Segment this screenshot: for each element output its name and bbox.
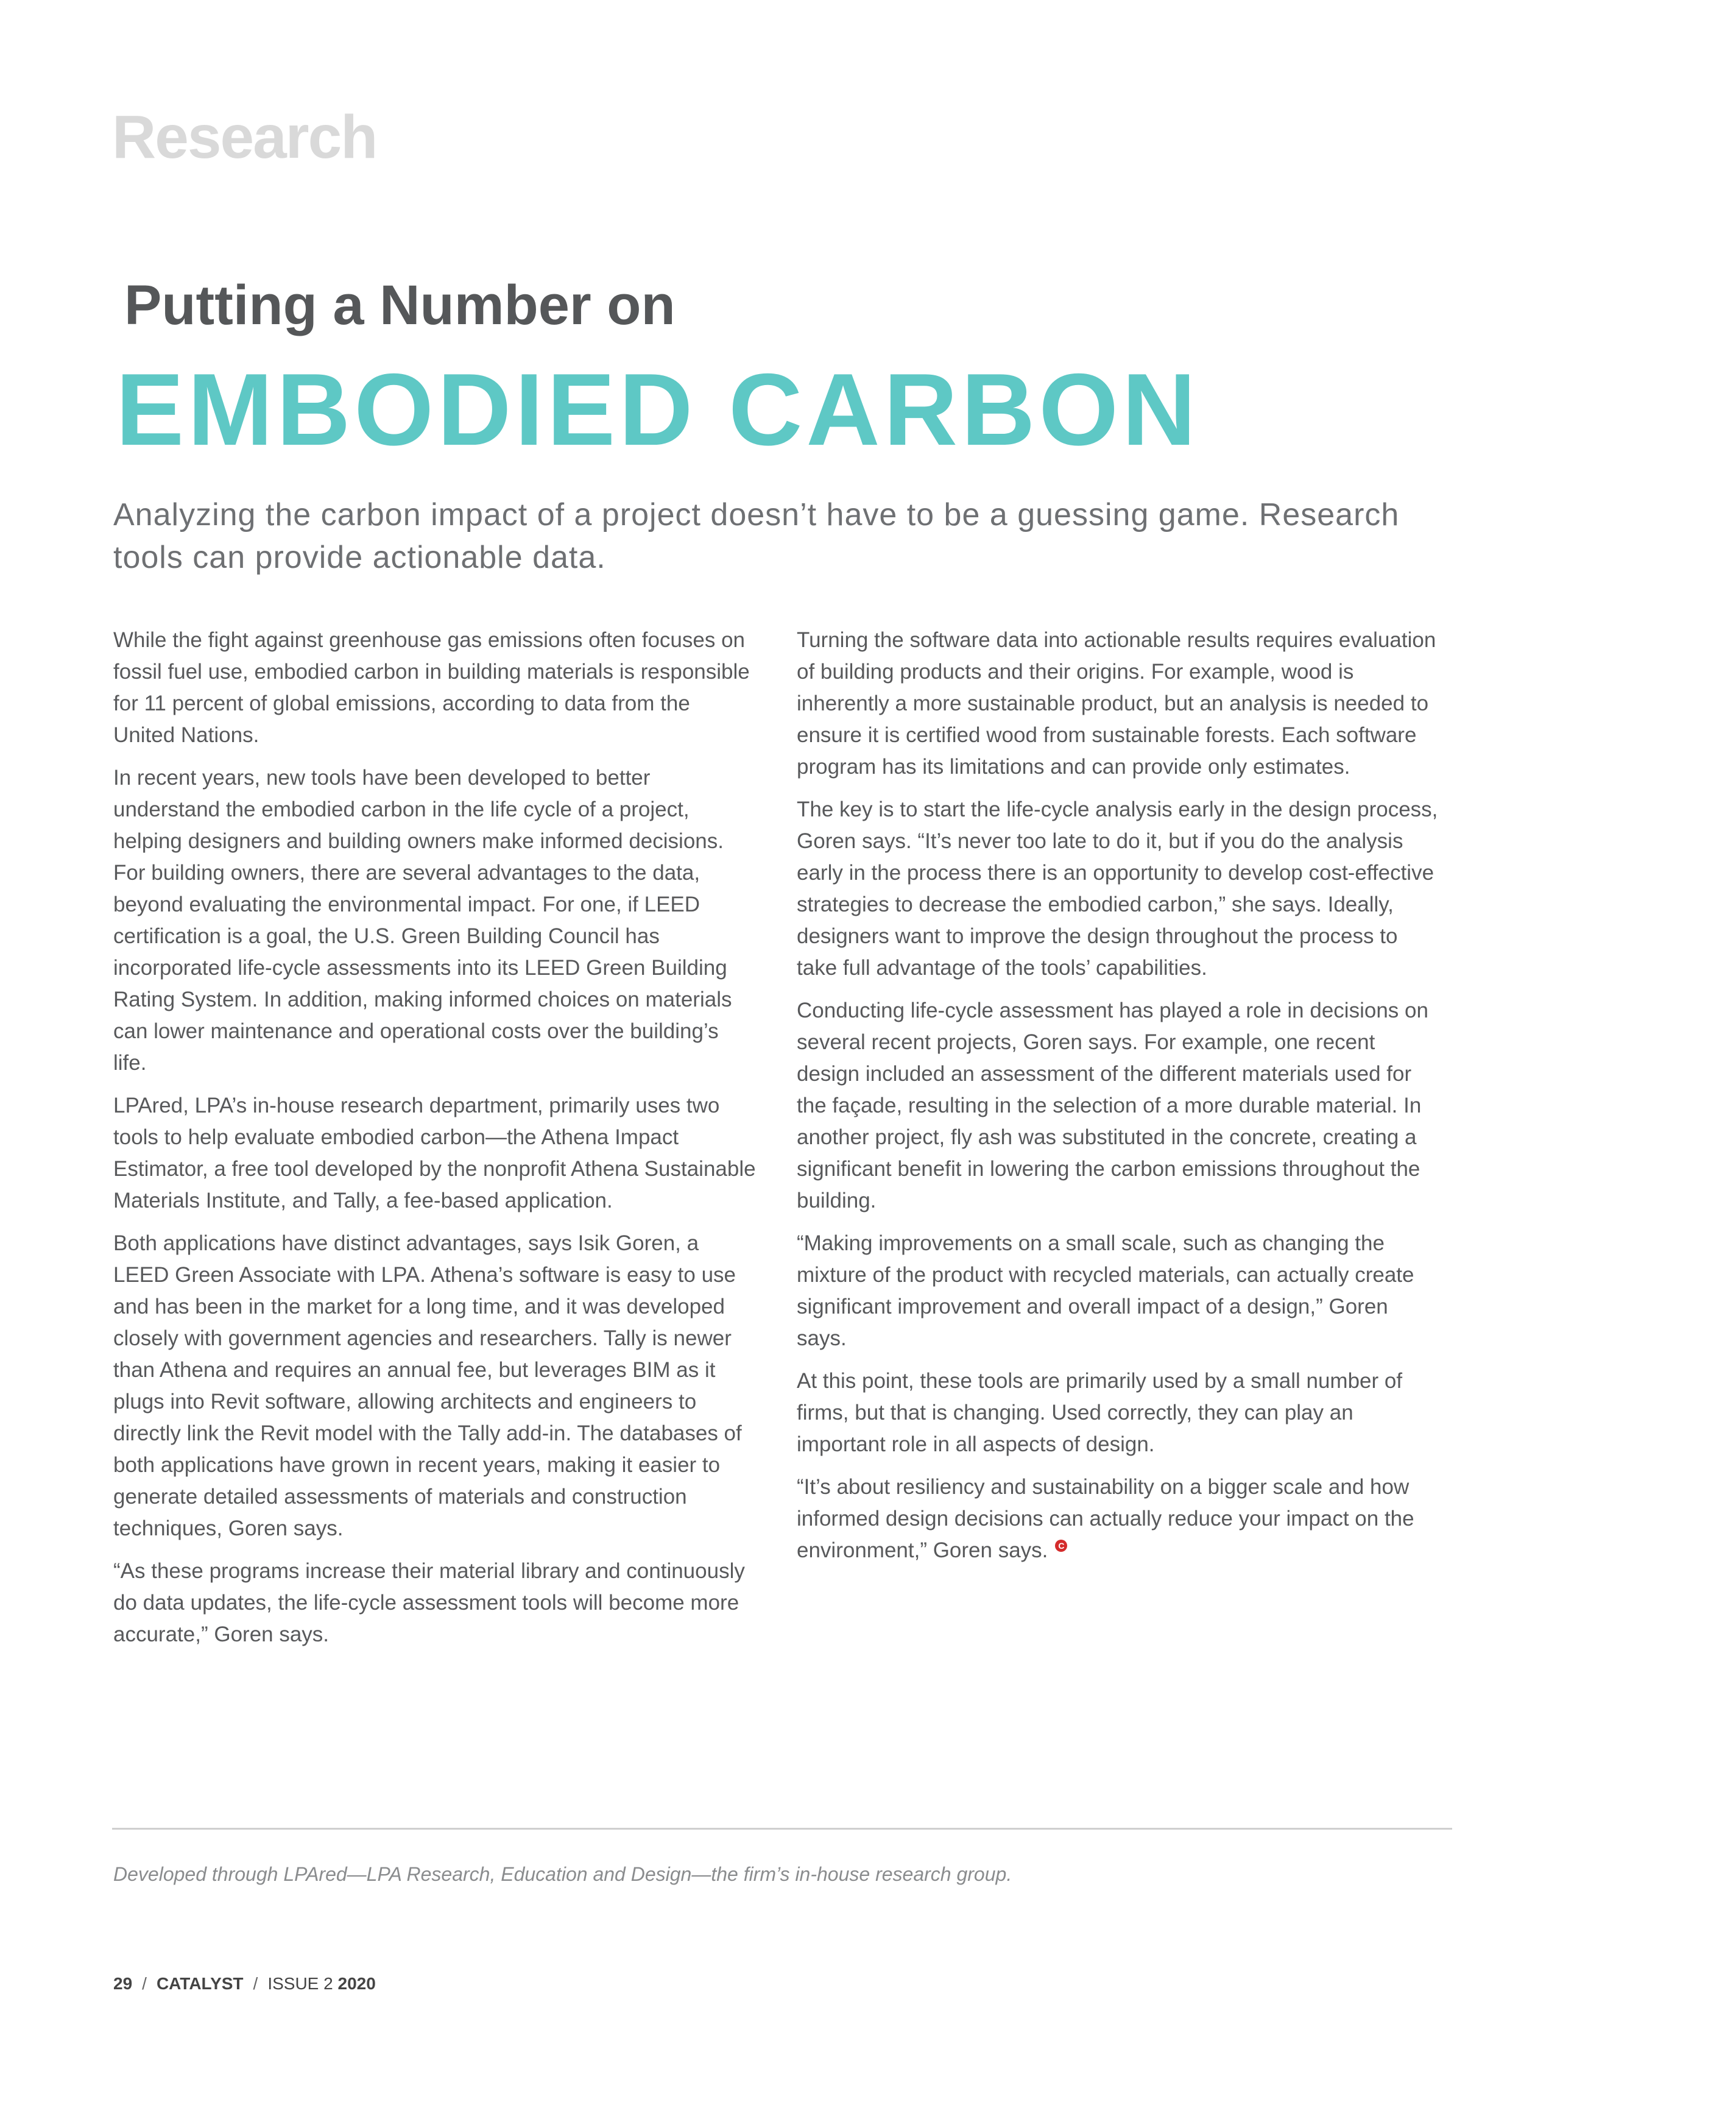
body-paragraph: In recent years, new tools have been developed to better understand the embodied carbon in the life cycle of a project, helping designers and building owners make informed decisions. For building owners, there are several advantages to the data, beyond evaluating the environmental impact. For one, if LEED certification is a goal, the U.S. Green Building Council has incorporated life-cycle assessments into its LEED Green Building Rating System. In addition, making informed choices on materials can lower maintenance and operational costs over the building’s life.: [113, 766, 732, 1075]
body-paragraph: At this point, these tools are primarily used by a small number of firms, but that is changing. Used correctly, they can play an important role in all aspects of design.: [797, 1369, 1403, 1456]
body-paragraph: The key is to start the life-cycle analysis early in the design process, Goren says. “It’s never too late to do it, but if you do the analysis early in the process there is an opportunity to develop cost-effective strategies to decrease the embodied carbon,” she says. Ideally, designers want to improve the design throughout the process to take full advantage of the tools’ capabilities.: [797, 798, 1438, 980]
right-column: [797, 625, 1439, 1577]
article-kicker: Putting a Number on: [124, 274, 676, 336]
issue-year: 2020: [337, 1974, 376, 1993]
page-folio: [113, 1974, 376, 1994]
body-paragraph: Turning the software data into actionable results requires evaluation of building products and their origins. For example, wood is inherently a more sustainable product, but an analysis is needed to ensure it is certified wood from sustainable forests. Each software program has its limitations and can provide only estimates.: [797, 628, 1436, 779]
article-headline: EMBODIED CARBON: [116, 352, 1200, 467]
section-label: Research: [112, 103, 377, 171]
page-number: 29: [113, 1974, 133, 1993]
body-paragraph: Conducting life-cycle assessment has played a role in decisions on several recent projects, Goren says. For example, one recent design included an assessment of the different materials used for the façade, resulting in the selection of a more durable material. In another project, fly ash was substituted in the concrete, creating a significant benefit in lowering the carbon emissions throughout the building.: [797, 999, 1428, 1212]
left-column: [113, 625, 756, 1661]
body-paragraph: LPAred, LPA’s in-house research department, primarily uses two tools to help evaluate embodied carbon—the Athena Impact Estimator, a free tool developed by the nonprofit Athena Sustainable Materials Institute, and Tally, a fee-based application.: [113, 1094, 756, 1212]
body-paragraph: While the fight against greenhouse gas emissions often focuses on fossil fuel use, embodied carbon in building materials is responsible for 11 percent of global emissions, according to data from the United Nations.: [113, 628, 750, 747]
body-paragraph-last: [797, 1471, 1439, 1566]
issue-label: ISSUE 2: [267, 1974, 333, 1993]
footnote: Developed through LPAred—LPA Research, Education and Design—the firm’s in-house research group.: [113, 1863, 1012, 1885]
end-mark-icon: C: [1055, 1540, 1067, 1552]
publication-name: CATALYST: [156, 1974, 244, 1993]
body-paragraph: Both applications have distinct advantages, says Isik Goren, a LEED Green Associate with LPA. Athena’s software is easy to use and has been in the market for a long time, and it was developed closely with government agencies and researchers. Tally is newer than Athena and requires an annual fee, but leverages BIM as it plugs into Revit software, allowing architects and engineers to directly link the Revit model with the Tally add-in. The databases of both applications have grown in recent years, making it easier to generate detailed assessments of materials and construction techniques, Goren says.: [113, 1231, 742, 1540]
footnote-divider: [112, 1828, 1452, 1830]
article-dek: Analyzing the carbon impact of a project doesn’t have to be a guessing game. Research tools can provide actionable data.: [113, 497, 1400, 575]
body-paragraph: “As these programs increase their material library and continuously do data updates, the life-cycle assessment tools will become more accurate,” Goren says.: [113, 1559, 745, 1646]
last-paragraph-text: “It’s about resiliency and sustainability on a bigger scale and how informed design decisions can actually reduce your impact on the environment,” Goren says.: [797, 1475, 1414, 1562]
body-paragraph: “Making improvements on a small scale, such as changing the mixture of the product with recycled materials, can actually create significant improvement and overall impact of a design,” Goren says.: [797, 1231, 1414, 1350]
folio-separator: /: [142, 1974, 147, 1993]
folio-separator: /: [253, 1974, 258, 1993]
